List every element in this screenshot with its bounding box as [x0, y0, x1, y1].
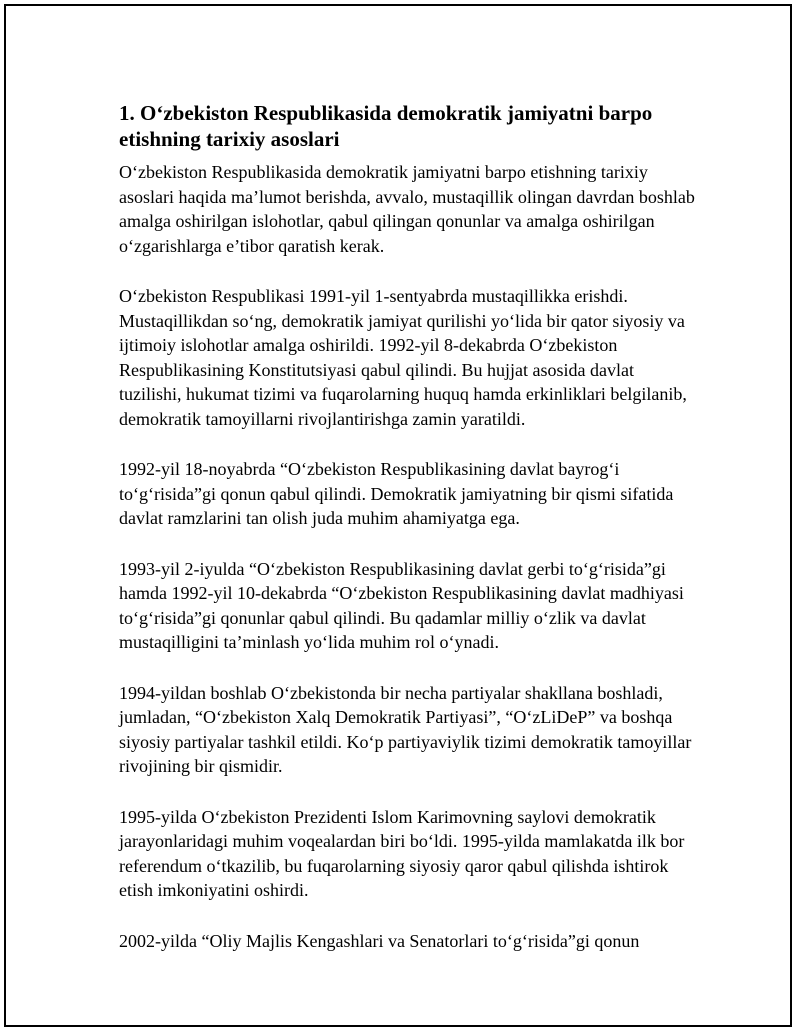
- paragraph-independence: O‘zbekiston Respublikasi 1991-yil 1-sentyabrda mustaqillikka erishdi. Mustaqillikdan so‘ng, demokratik jamiyat qurilishi yo‘lida bir qator siyosiy va ijtimoiy islohotlar amalga oshirildi. 1992-yil 8-dekabrda O‘zbekiston Respublikasining Konstitutsiyasi qabul qilindi. Bu hujjat asosida davlat tuzilishi, hukumat tizimi va fuqarolarning huquq hamda erkinliklari belgilanib, demokratik tamoyillarni rivojlantirishga zamin yaratildi.: [119, 286, 687, 429]
- paragraph-political-parties: 1994-yildan boshlab O‘zbekistonda bir necha partiyalar shakllana boshladi, jumladan, “O‘zbekiston Xalq Demokratik Partiyasi”, “O‘zLiDeP” va boshqa siyosiy partiyalar tashkil etildi. Ko‘p partiyaviylik tizimi demokratik tamoyillar rivojining bir qismidir.: [119, 682, 692, 776]
- paragraph-flag-law: 1992-yil 18-noyabrda “O‘zbekiston Respublikasining davlat bayrog‘i to‘g‘risida”gi qonun qabul qilindi. Demokratik jamiyatning bir qismi sifatida davlat ramzlarini tan olish juda muhim ahamiyatga ega.: [119, 459, 674, 528]
- paragraph-emblem-anthem-laws: 1993-yil 2-iyulda “O‘zbekiston Respublikasining davlat gerbi to‘g‘risida”gi hamda 1992-yil 10-dekabrda “O‘zbekiston Respublikasining davlat madhiyasi to‘g‘risida”gi qonunlar qabul qilindi. Bu qadamlar milliy o‘zlik va davlat mustaqilligini ta’minlash yo‘lida muhim rol o‘ynadi.: [119, 558, 684, 652]
- page-frame: [4, 4, 792, 1027]
- paragraph-elections-referendum: 1995-yilda O‘zbekiston Prezidenti Islom Karimovning saylovi demokratik jarayonlaridagi muhim voqealardan biri bo‘ldi. 1995-yilda mamlakatda ilk bor referendum o‘tkazilib, bu fuqarolarning siyosiy qaror qabul qilishda ishtirok etish imkoniyatini oshirdi.: [119, 806, 685, 900]
- section-heading: 1. O‘zbekiston Respublikasida demokratik jamiyatni barpo etishning tarixiy asoslari: [119, 101, 653, 151]
- document-body: [119, 100, 699, 979]
- paragraph-oliy-majlis: 2002-yilda “Oliy Majlis Kengashlari va Senatorlari to‘g‘risida”gi qonun: [119, 930, 640, 951]
- paragraph-intro: O‘zbekiston Respublikasida demokratik jamiyatni barpo etishning tarixiy asoslari haqida ma’lumot berishda, avvalo, mustaqillik olingan davrdan boshlab amalga oshirilgan islohotlar, qabul qilingan qonunlar va amalga oshirilgan o‘zgarishlarga e’tibor qaratish kerak.: [119, 162, 695, 256]
